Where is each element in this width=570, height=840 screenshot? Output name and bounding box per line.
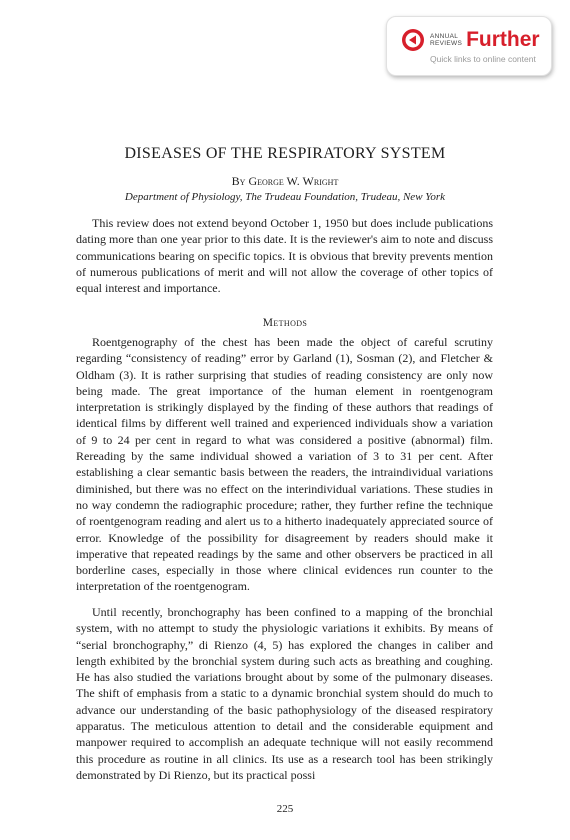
author-affiliation: Department of Physiology, The Trudeau Foundation, Trudeau, New York xyxy=(124,191,446,203)
section-heading-methods: Methods xyxy=(262,317,308,329)
methods-paragraph-1: Roentgenography of the chest has been made the object of careful scrutiny regarding “consistency of reading” error by Garland (1), Sosman (2), and Fletcher & Oldham (3). It is rather surprising that studies of reading consistency are only now being made. The great importance of the human element in roentgenogram interpretation is strikingly displayed by the finding of these authors that readings of identical films by different well trained and experienced individuals show a variation of 9 to 24 per cent in regard to what was considered a positive (abnormal) film. Rereading by the same individual showed a variation of 3 to 31 per cent. After establishing a clear semantic basis between the readers, the intraindividual variations diminished, but there was no effect on the interindividual variations. These studies in no way condemn the radiographic procedure; rather, they further refine the technique of roentgenogram reading and alert us to a hitherto inadequately appreciated source of error. Knowledge of the possibility for disagreement by readers should make it imperative that repeated readings by the same and other observers be practiced in all borderline cases, especially in those where clinical evidences run counter to the interpretation of the roentgenogram. xyxy=(76,335,493,594)
page-number: 225 xyxy=(276,803,294,815)
article-title: DISEASES OF THE RESPIRATORY SYSTEM xyxy=(124,145,446,162)
annual-reviews-logo-icon xyxy=(401,28,425,52)
badge-tagline: Quick links to online content xyxy=(430,54,536,64)
brand-name: Further xyxy=(466,28,540,51)
publisher-name xyxy=(430,33,462,47)
publisher-line-1: ANNUAL xyxy=(430,33,459,40)
further-badge[interactable] xyxy=(386,16,552,76)
badge-top-row xyxy=(401,28,551,52)
intro-paragraph: This review does not extend beyond October 1, 1950 but does include publications dating more than one year prior to this date. It is the reviewer's aim to note and discuss communications bearing on specific topics. It is obvious that brevity prevents mention of numerous publications of merit and will not allow the coverage of other topics of equal interest and importance. xyxy=(76,216,493,296)
methods-paragraph-2: Until recently, bronchography has been confined to a mapping of the bronchial system, with no attempt to study the physiologic variations it exhibits. By means of “serial bronchography,” di Rienzo (4, 5) has explored the changes in caliber and length exhibited by the bronchial system during such acts as breathing and coughing. He has also studied the variations brought about by some of the pulmonary diseases. The shift of emphasis from a static to a dynamic bronchial system should do much to advance our understanding of the basic pathophysiology of the diseased respiratory apparatus. The meticulous attention to detail and the considerable equipment and manpower required to accomplish an adequate technique will not easily recommend this procedure as routine in all clinics. Its use as a research tool has been strikingly demonstrated by Di Rienzo, but its practical possi xyxy=(76,605,493,782)
publisher-line-2: REVIEWS xyxy=(430,40,463,47)
author-byline: By George W. Wright xyxy=(231,174,339,188)
